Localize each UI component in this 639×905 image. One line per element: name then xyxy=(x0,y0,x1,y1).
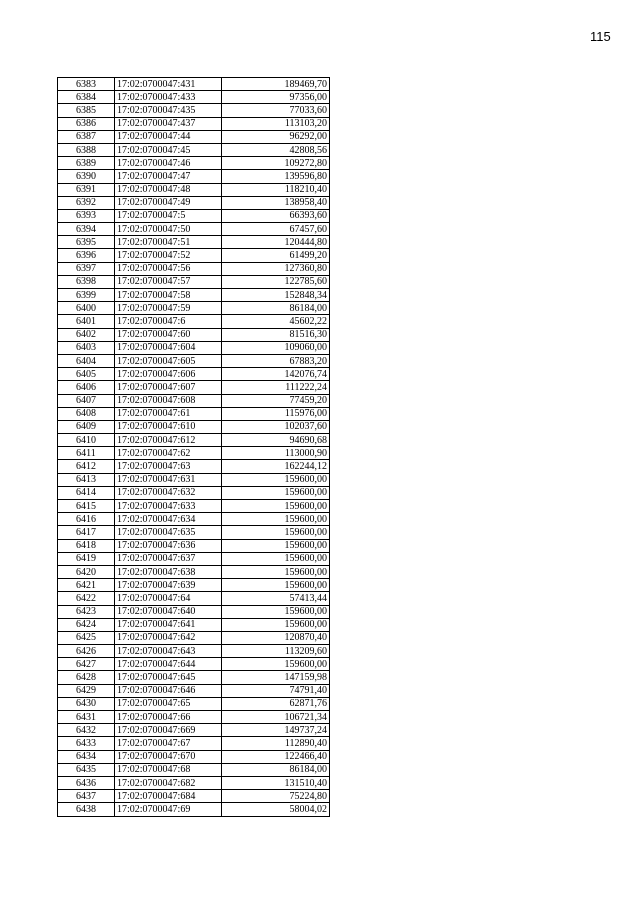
row-number-cell: 6385 xyxy=(58,104,115,117)
cadastral-number-cell: 17:02:0700047:435 xyxy=(115,104,222,117)
row-number-cell: 6438 xyxy=(58,803,115,816)
row-number-cell: 6394 xyxy=(58,223,115,236)
cadastral-number-cell: 17:02:0700047:60 xyxy=(115,328,222,341)
cadastral-value-cell: 159600,00 xyxy=(222,565,330,578)
cadastral-value-cell: 159600,00 xyxy=(222,552,330,565)
cadastral-number-cell: 17:02:0700047:6 xyxy=(115,315,222,328)
row-number-cell: 6427 xyxy=(58,658,115,671)
cadastral-number-cell: 17:02:0700047:604 xyxy=(115,341,222,354)
cadastral-value-cell: 159600,00 xyxy=(222,473,330,486)
row-number-cell: 6428 xyxy=(58,671,115,684)
cadastral-value-cell: 61499,20 xyxy=(222,249,330,262)
table-row xyxy=(58,645,330,658)
row-number-cell: 6432 xyxy=(58,724,115,737)
table-row xyxy=(58,143,330,156)
row-number-cell: 6386 xyxy=(58,117,115,130)
cadastral-value-cell: 131510,40 xyxy=(222,776,330,789)
cadastral-number-cell: 17:02:0700047:65 xyxy=(115,697,222,710)
table-row xyxy=(58,473,330,486)
cadastral-value-cell: 115976,00 xyxy=(222,407,330,420)
table-row xyxy=(58,803,330,816)
row-number-cell: 6430 xyxy=(58,697,115,710)
row-number-cell: 6403 xyxy=(58,341,115,354)
table-row xyxy=(58,262,330,275)
row-number-cell: 6398 xyxy=(58,275,115,288)
row-number-cell: 6412 xyxy=(58,460,115,473)
cadastral-number-cell: 17:02:0700047:646 xyxy=(115,684,222,697)
cadastral-number-cell: 17:02:0700047:62 xyxy=(115,447,222,460)
table-row xyxy=(58,763,330,776)
cadastral-value-cell: 58004,02 xyxy=(222,803,330,816)
cadastral-number-cell: 17:02:0700047:48 xyxy=(115,183,222,196)
table-row xyxy=(58,328,330,341)
table-row xyxy=(58,565,330,578)
cadastral-number-cell: 17:02:0700047:59 xyxy=(115,302,222,315)
row-number-cell: 6422 xyxy=(58,592,115,605)
cadastral-value-cell: 138958,40 xyxy=(222,196,330,209)
cadastral-value-cell: 109060,00 xyxy=(222,341,330,354)
cadastral-number-cell: 17:02:0700047:46 xyxy=(115,157,222,170)
row-number-cell: 6434 xyxy=(58,750,115,763)
cadastral-value-cell: 81516,30 xyxy=(222,328,330,341)
cadastral-number-cell: 17:02:0700047:638 xyxy=(115,565,222,578)
table-row xyxy=(58,460,330,473)
table-row xyxy=(58,183,330,196)
row-number-cell: 6415 xyxy=(58,500,115,513)
table-row xyxy=(58,315,330,328)
table-row xyxy=(58,776,330,789)
cadastral-number-cell: 17:02:0700047:64 xyxy=(115,592,222,605)
cadastral-value-cell: 122466,40 xyxy=(222,750,330,763)
cadastral-value-cell: 67457,60 xyxy=(222,223,330,236)
row-number-cell: 6408 xyxy=(58,407,115,420)
table-row xyxy=(58,104,330,117)
row-number-cell: 6435 xyxy=(58,763,115,776)
cadastral-value-table xyxy=(57,77,330,817)
cadastral-number-cell: 17:02:0700047:640 xyxy=(115,605,222,618)
cadastral-number-cell: 17:02:0700047:433 xyxy=(115,91,222,104)
cadastral-number-cell: 17:02:0700047:643 xyxy=(115,645,222,658)
row-number-cell: 6400 xyxy=(58,302,115,315)
cadastral-number-cell: 17:02:0700047:682 xyxy=(115,776,222,789)
table-row xyxy=(58,697,330,710)
table-row xyxy=(58,579,330,592)
row-number-cell: 6405 xyxy=(58,368,115,381)
cadastral-number-cell: 17:02:0700047:636 xyxy=(115,539,222,552)
row-number-cell: 6420 xyxy=(58,565,115,578)
cadastral-value-cell: 147159,98 xyxy=(222,671,330,684)
cadastral-number-cell: 17:02:0700047:642 xyxy=(115,631,222,644)
row-number-cell: 6413 xyxy=(58,473,115,486)
table-row xyxy=(58,737,330,750)
row-number-cell: 6395 xyxy=(58,236,115,249)
table-row xyxy=(58,157,330,170)
row-number-cell: 6421 xyxy=(58,579,115,592)
cadastral-value-cell: 102037,60 xyxy=(222,420,330,433)
cadastral-value-cell: 113209,60 xyxy=(222,645,330,658)
cadastral-number-cell: 17:02:0700047:610 xyxy=(115,420,222,433)
cadastral-value-cell: 77459,20 xyxy=(222,394,330,407)
row-number-cell: 6384 xyxy=(58,91,115,104)
cadastral-number-cell: 17:02:0700047:47 xyxy=(115,170,222,183)
cadastral-number-cell: 17:02:0700047:605 xyxy=(115,354,222,367)
row-number-cell: 6418 xyxy=(58,539,115,552)
table-row xyxy=(58,170,330,183)
row-number-cell: 6411 xyxy=(58,447,115,460)
cadastral-number-cell: 17:02:0700047:56 xyxy=(115,262,222,275)
cadastral-value-cell: 109272,80 xyxy=(222,157,330,170)
cadastral-value-cell: 111222,24 xyxy=(222,381,330,394)
table-row xyxy=(58,684,330,697)
table-row xyxy=(58,631,330,644)
table-row xyxy=(58,394,330,407)
cadastral-number-cell: 17:02:0700047:44 xyxy=(115,130,222,143)
row-number-cell: 6389 xyxy=(58,157,115,170)
table-row xyxy=(58,407,330,420)
cadastral-number-cell: 17:02:0700047:58 xyxy=(115,289,222,302)
cadastral-value-cell: 57413,44 xyxy=(222,592,330,605)
row-number-cell: 6404 xyxy=(58,354,115,367)
cadastral-value-cell: 120870,40 xyxy=(222,631,330,644)
table-row xyxy=(58,526,330,539)
row-number-cell: 6433 xyxy=(58,737,115,750)
row-number-cell: 6401 xyxy=(58,315,115,328)
cadastral-value-cell: 86184,00 xyxy=(222,763,330,776)
row-number-cell: 6416 xyxy=(58,513,115,526)
row-number-cell: 6407 xyxy=(58,394,115,407)
cadastral-value-cell: 189469,70 xyxy=(222,78,330,91)
cadastral-number-cell: 17:02:0700047:607 xyxy=(115,381,222,394)
table-row xyxy=(58,658,330,671)
cadastral-number-cell: 17:02:0700047:61 xyxy=(115,407,222,420)
table-row xyxy=(58,341,330,354)
row-number-cell: 6392 xyxy=(58,196,115,209)
row-number-cell: 6419 xyxy=(58,552,115,565)
cadastral-value-cell: 139596,80 xyxy=(222,170,330,183)
cadastral-number-cell: 17:02:0700047:68 xyxy=(115,763,222,776)
row-number-cell: 6393 xyxy=(58,209,115,222)
row-number-cell: 6406 xyxy=(58,381,115,394)
cadastral-number-cell: 17:02:0700047:645 xyxy=(115,671,222,684)
cadastral-number-cell: 17:02:0700047:437 xyxy=(115,117,222,130)
cadastral-value-cell: 113000,90 xyxy=(222,447,330,460)
cadastral-value-cell: 74791,40 xyxy=(222,684,330,697)
cadastral-value-cell: 113103,20 xyxy=(222,117,330,130)
table-row xyxy=(58,420,330,433)
table-row xyxy=(58,249,330,262)
table-row xyxy=(58,513,330,526)
row-number-cell: 6383 xyxy=(58,78,115,91)
row-number-cell: 6429 xyxy=(58,684,115,697)
row-number-cell: 6426 xyxy=(58,645,115,658)
table-row xyxy=(58,434,330,447)
table-row xyxy=(58,130,330,143)
row-number-cell: 6402 xyxy=(58,328,115,341)
cadastral-number-cell: 17:02:0700047:49 xyxy=(115,196,222,209)
row-number-cell: 6437 xyxy=(58,790,115,803)
cadastral-number-cell: 17:02:0700047:639 xyxy=(115,579,222,592)
cadastral-number-cell: 17:02:0700047:633 xyxy=(115,500,222,513)
cadastral-number-cell: 17:02:0700047:50 xyxy=(115,223,222,236)
cadastral-value-cell: 159600,00 xyxy=(222,658,330,671)
cadastral-value-cell: 159600,00 xyxy=(222,513,330,526)
row-number-cell: 6387 xyxy=(58,130,115,143)
table-row xyxy=(58,500,330,513)
row-number-cell: 6391 xyxy=(58,183,115,196)
cadastral-value-cell: 66393,60 xyxy=(222,209,330,222)
cadastral-number-cell: 17:02:0700047:634 xyxy=(115,513,222,526)
cadastral-value-cell: 159600,00 xyxy=(222,605,330,618)
table-row xyxy=(58,539,330,552)
row-number-cell: 6410 xyxy=(58,434,115,447)
table-row xyxy=(58,223,330,236)
cadastral-number-cell: 17:02:0700047:5 xyxy=(115,209,222,222)
table-row xyxy=(58,236,330,249)
cadastral-value-cell: 159600,00 xyxy=(222,539,330,552)
table-row xyxy=(58,711,330,724)
cadastral-number-cell: 17:02:0700047:66 xyxy=(115,711,222,724)
cadastral-value-cell: 149737,24 xyxy=(222,724,330,737)
table-row xyxy=(58,209,330,222)
table-row xyxy=(58,354,330,367)
cadastral-number-cell: 17:02:0700047:608 xyxy=(115,394,222,407)
cadastral-value-cell: 97356,00 xyxy=(222,91,330,104)
table-row xyxy=(58,618,330,631)
cadastral-value-cell: 118210,40 xyxy=(222,183,330,196)
cadastral-number-cell: 17:02:0700047:641 xyxy=(115,618,222,631)
cadastral-value-cell: 159600,00 xyxy=(222,579,330,592)
row-number-cell: 6425 xyxy=(58,631,115,644)
table-row xyxy=(58,750,330,763)
row-number-cell: 6431 xyxy=(58,711,115,724)
table-row xyxy=(58,790,330,803)
cadastral-value-cell: 162244,12 xyxy=(222,460,330,473)
cadastral-value-cell: 62871,76 xyxy=(222,697,330,710)
row-number-cell: 6396 xyxy=(58,249,115,262)
cadastral-value-cell: 96292,00 xyxy=(222,130,330,143)
table-row xyxy=(58,381,330,394)
cadastral-value-cell: 127360,80 xyxy=(222,262,330,275)
cadastral-number-cell: 17:02:0700047:631 xyxy=(115,473,222,486)
row-number-cell: 6414 xyxy=(58,486,115,499)
table-row xyxy=(58,91,330,104)
table-row xyxy=(58,78,330,91)
cadastral-value-cell: 142076,74 xyxy=(222,368,330,381)
cadastral-number-cell: 17:02:0700047:45 xyxy=(115,143,222,156)
cadastral-number-cell: 17:02:0700047:644 xyxy=(115,658,222,671)
table-row xyxy=(58,592,330,605)
cadastral-number-cell: 17:02:0700047:67 xyxy=(115,737,222,750)
cadastral-value-cell: 106721,34 xyxy=(222,711,330,724)
table-row xyxy=(58,117,330,130)
cadastral-value-cell: 159600,00 xyxy=(222,500,330,513)
cadastral-number-cell: 17:02:0700047:637 xyxy=(115,552,222,565)
table-row xyxy=(58,447,330,460)
row-number-cell: 6390 xyxy=(58,170,115,183)
table-row xyxy=(58,486,330,499)
cadastral-number-cell: 17:02:0700047:431 xyxy=(115,78,222,91)
cadastral-value-cell: 122785,60 xyxy=(222,275,330,288)
table-row xyxy=(58,275,330,288)
cadastral-number-cell: 17:02:0700047:670 xyxy=(115,750,222,763)
cadastral-value-cell: 152848,34 xyxy=(222,289,330,302)
cadastral-number-cell: 17:02:0700047:606 xyxy=(115,368,222,381)
cadastral-number-cell: 17:02:0700047:57 xyxy=(115,275,222,288)
row-number-cell: 6424 xyxy=(58,618,115,631)
cadastral-value-cell: 67883,20 xyxy=(222,354,330,367)
cadastral-number-cell: 17:02:0700047:684 xyxy=(115,790,222,803)
cadastral-number-cell: 17:02:0700047:69 xyxy=(115,803,222,816)
row-number-cell: 6409 xyxy=(58,420,115,433)
table-row xyxy=(58,671,330,684)
cadastral-number-cell: 17:02:0700047:63 xyxy=(115,460,222,473)
table-row xyxy=(58,289,330,302)
cadastral-number-cell: 17:02:0700047:51 xyxy=(115,236,222,249)
row-number-cell: 6417 xyxy=(58,526,115,539)
cadastral-value-cell: 45602,22 xyxy=(222,315,330,328)
cadastral-value-cell: 120444,80 xyxy=(222,236,330,249)
row-number-cell: 6397 xyxy=(58,262,115,275)
cadastral-number-cell: 17:02:0700047:669 xyxy=(115,724,222,737)
cadastral-value-cell: 112890,40 xyxy=(222,737,330,750)
cadastral-value-cell: 77033,60 xyxy=(222,104,330,117)
cadastral-number-cell: 17:02:0700047:612 xyxy=(115,434,222,447)
table-row xyxy=(58,368,330,381)
table-body xyxy=(58,78,330,817)
table-row xyxy=(58,552,330,565)
page-number: 115 xyxy=(590,29,611,44)
cadastral-value-cell: 75224,80 xyxy=(222,790,330,803)
cadastral-value-cell: 159600,00 xyxy=(222,618,330,631)
cadastral-number-cell: 17:02:0700047:632 xyxy=(115,486,222,499)
cadastral-value-cell: 159600,00 xyxy=(222,486,330,499)
cadastral-value-cell: 86184,00 xyxy=(222,302,330,315)
row-number-cell: 6399 xyxy=(58,289,115,302)
table-row xyxy=(58,196,330,209)
row-number-cell: 6423 xyxy=(58,605,115,618)
cadastral-value-cell: 94690,68 xyxy=(222,434,330,447)
cadastral-value-cell: 42808,56 xyxy=(222,143,330,156)
cadastral-number-cell: 17:02:0700047:52 xyxy=(115,249,222,262)
cadastral-value-cell: 159600,00 xyxy=(222,526,330,539)
row-number-cell: 6388 xyxy=(58,143,115,156)
table-row xyxy=(58,724,330,737)
table-row xyxy=(58,302,330,315)
cadastral-number-cell: 17:02:0700047:635 xyxy=(115,526,222,539)
row-number-cell: 6436 xyxy=(58,776,115,789)
table-row xyxy=(58,605,330,618)
